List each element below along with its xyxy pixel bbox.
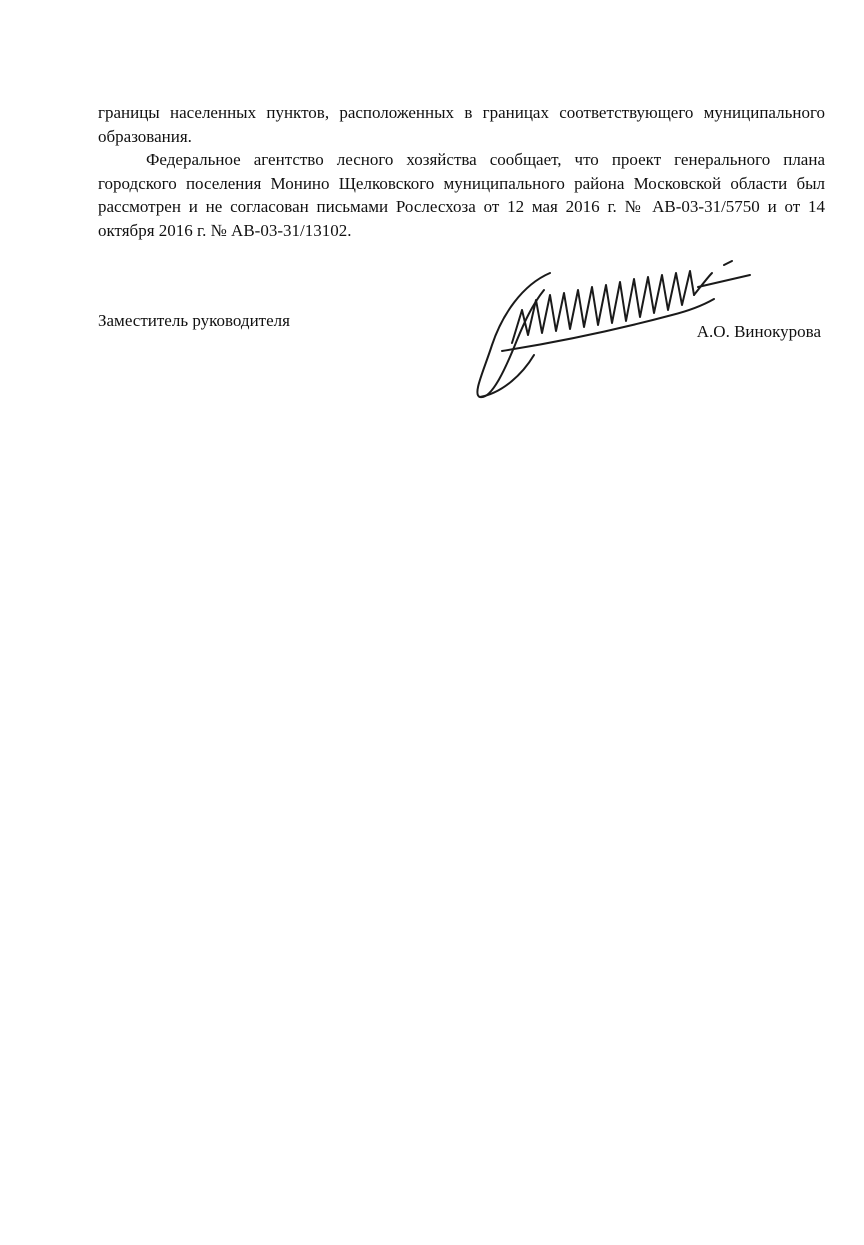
handwritten-signature <box>462 255 762 405</box>
paragraph-continuation: границы населенных пунктов, расположенных в границах соответствующего муниципального образования. <box>98 103 825 146</box>
paragraph-rosleshoz-statement: Федеральное агентство лесного хозяйства сообщает, что проект генерального плана городского поселения Монино Щелковского муниципального района Московской области был рассмотрен и не согласован письмами Рослесхоза от 12 мая 2016 г. № АВ-03-31/5750 и от 14 октября 2016 г. № АВ-03-31/13102. <box>98 150 825 240</box>
signatory-name: А.О. Винокурова <box>696 322 821 341</box>
signatory-title: Заместитель руководителя <box>98 311 290 330</box>
letter-body <box>98 101 825 242</box>
